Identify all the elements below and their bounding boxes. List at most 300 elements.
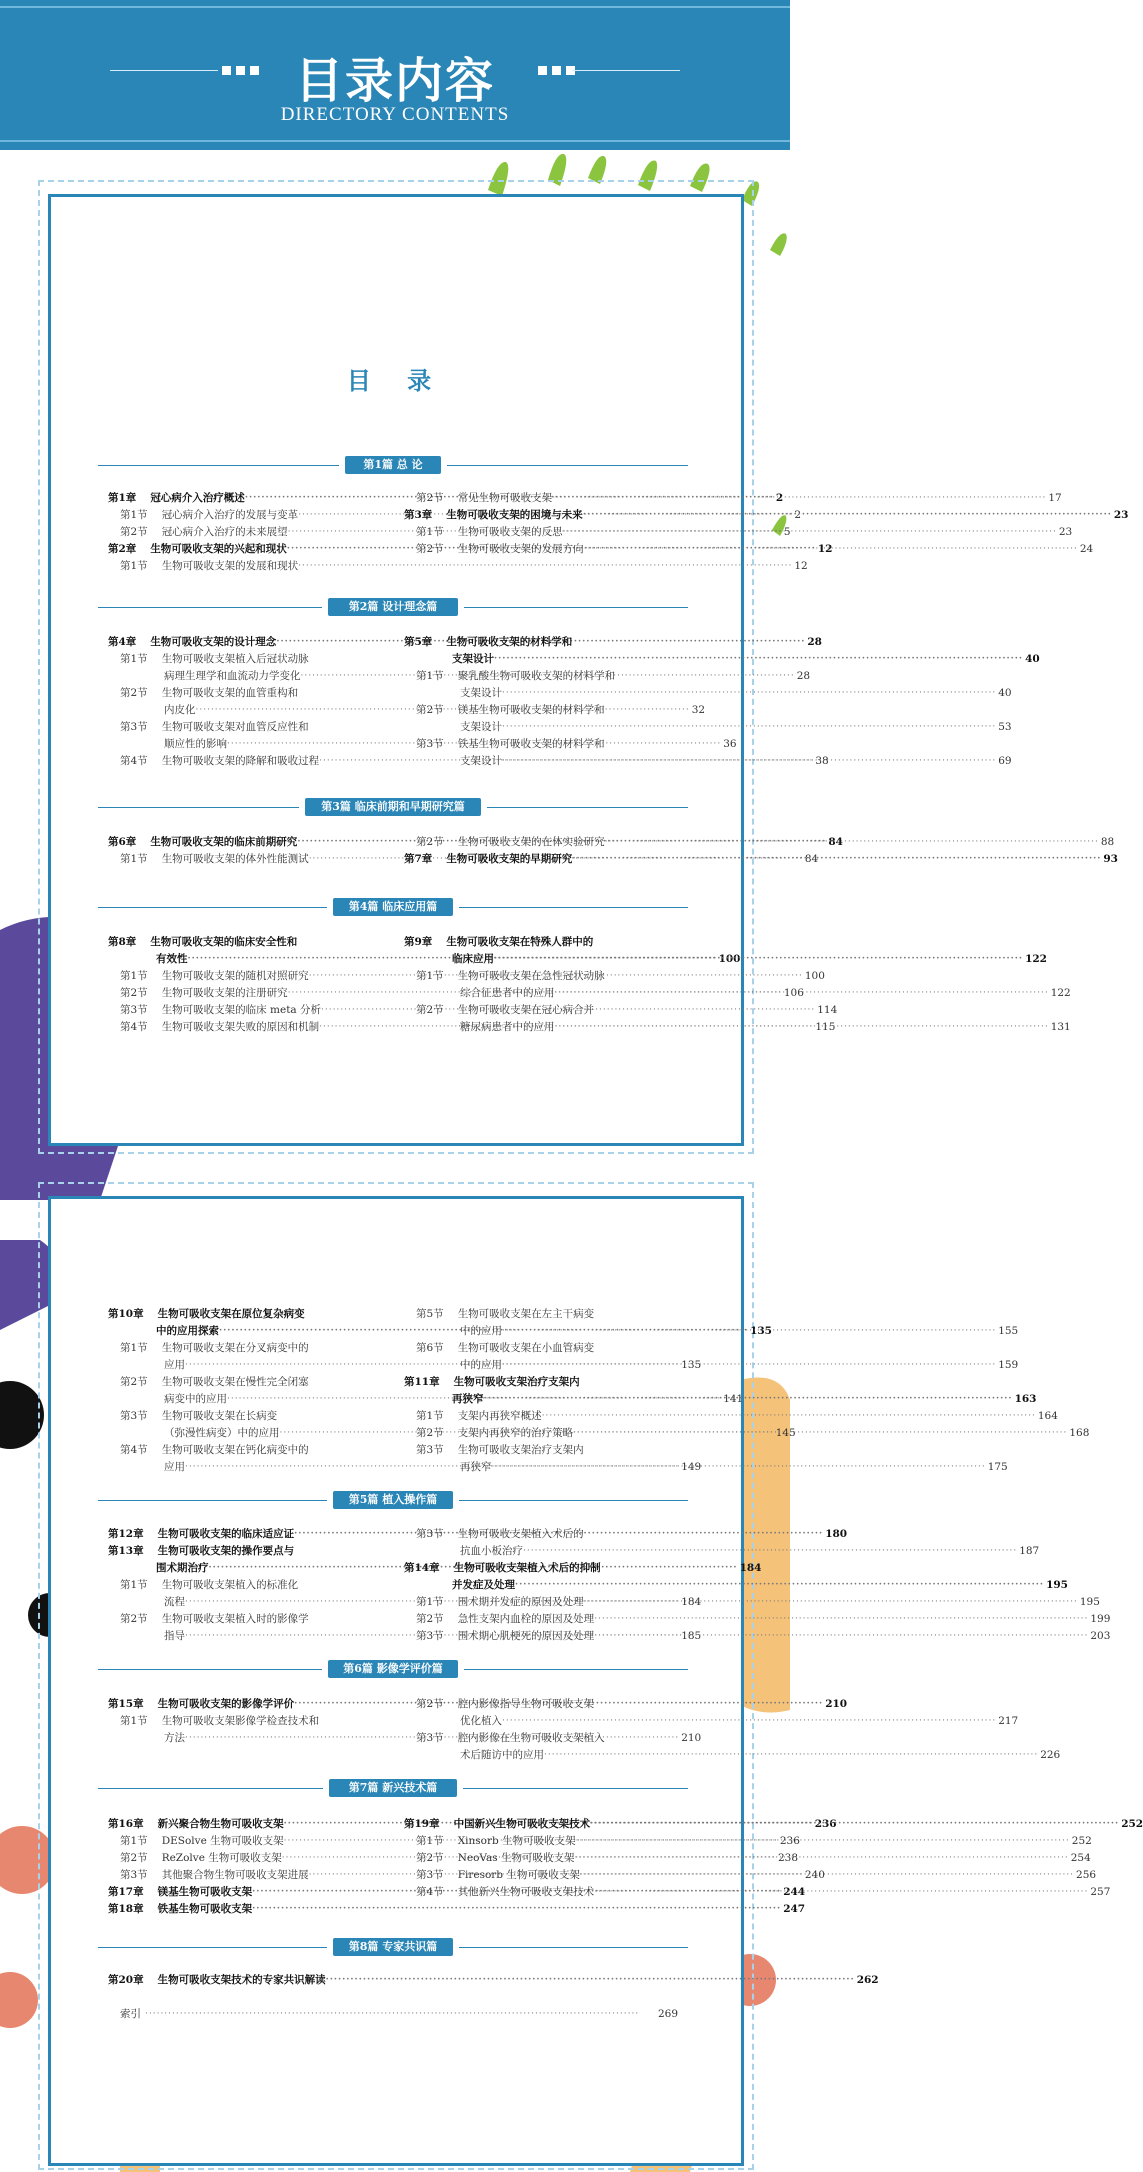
- entry-label: 第4节: [120, 1021, 148, 1033]
- entry-title: 生物可吸收支架的随机对照研究: [161, 970, 309, 982]
- leader-dots: [145, 2006, 656, 2023]
- page-number: 254: [1070, 1852, 1091, 1864]
- entry-label: 第5章: [404, 636, 433, 648]
- page-number: 135: [750, 1325, 772, 1337]
- entry-label: 第2节: [120, 687, 148, 699]
- entry-title: 生物可吸收支架的发展和现状: [161, 560, 299, 572]
- toc-page-2: [48, 1196, 1143, 2166]
- page-number: 84: [804, 853, 819, 865]
- entry-title: 新兴聚合物生物可吸收支架: [157, 1818, 284, 1830]
- leader-dots: [484, 1391, 1013, 1408]
- entry-title: 再狭窄: [452, 1393, 484, 1405]
- entry-label: 第15章: [108, 1698, 144, 1710]
- entry-title: 生物可吸收支架的临床 meta 分析: [161, 1004, 322, 1016]
- entry-title: 生物可吸收支架在长病变: [161, 1410, 278, 1422]
- leader-dots: [575, 1850, 1069, 1867]
- entry-title: 生物可吸收支架的发展方向: [457, 543, 584, 555]
- entry-title: 冠心病介入治疗的发展与变革: [161, 509, 299, 521]
- entry-title: 围术期并发症的原因及处理: [457, 1596, 584, 1608]
- section-entry: [404, 651, 1040, 668]
- page-number: 168: [1069, 1427, 1090, 1439]
- page-number: 17: [1048, 492, 1062, 504]
- entry-title: （弥漫性病变）中的应用: [164, 1427, 280, 1439]
- section-entry: [108, 1408, 358, 1425]
- page-number: 53: [998, 721, 1012, 733]
- page-number: 195: [1046, 1579, 1068, 1591]
- section-entry: [404, 1543, 1040, 1560]
- chapter-entry: [404, 634, 678, 651]
- entry-label: 索引: [120, 2008, 141, 2020]
- leader-dots: [594, 1611, 1088, 1628]
- section-entry: [404, 1730, 678, 1747]
- leader-dots: [542, 1408, 1036, 1425]
- entry-label: 第3节: [120, 1004, 148, 1016]
- entry-title: 支架设计: [452, 653, 494, 665]
- index-entry: [108, 2006, 678, 2023]
- page-number: 269: [657, 2008, 678, 2020]
- entry-label: 第11章: [404, 1376, 440, 1388]
- entry-label: 第18章: [108, 1903, 144, 1915]
- chapter-entry: [108, 1972, 879, 1989]
- page-number: 23: [1058, 526, 1073, 538]
- toc-title: 目 录: [346, 366, 446, 395]
- entry-title: 支架设计: [460, 755, 502, 767]
- entry-title: 流程: [164, 1596, 185, 1608]
- entry-label: 第2节: [416, 704, 444, 716]
- leader-dots: [298, 558, 792, 575]
- entry-label: 第2节: [120, 1852, 148, 1864]
- entry-label: 第2节: [416, 492, 444, 504]
- chapter-entry: [404, 934, 678, 951]
- leader-dots: [502, 1323, 996, 1340]
- entry-label: 第17章: [108, 1886, 144, 1898]
- page-number: 203: [1090, 1630, 1111, 1642]
- page-number: 84: [828, 836, 843, 848]
- entry-label: 第3节: [120, 721, 148, 733]
- entry-label: 第1节: [416, 670, 444, 682]
- entry-label: 第1节: [120, 1342, 148, 1354]
- entry-title: 中的应用: [460, 1359, 502, 1371]
- entry-title: 支架设计: [460, 721, 502, 733]
- page-number: 149: [681, 1461, 702, 1473]
- entry-label: 第2章: [108, 543, 137, 555]
- page-number: 244: [783, 1886, 806, 1898]
- page-number: 236: [814, 1818, 837, 1830]
- part-banner: [98, 1938, 688, 1956]
- entry-label: 第3章: [404, 509, 433, 521]
- entry-title: 支架内再狭窄的治疗策略: [457, 1427, 574, 1439]
- entry-label: 第1节: [416, 970, 444, 982]
- part-label: 第4篇 临床应用篇: [333, 898, 453, 916]
- section-entry: [108, 558, 808, 575]
- entry-label: 第2节: [416, 1427, 444, 1439]
- page-number: 5: [783, 526, 791, 538]
- section-entry: [404, 490, 1062, 507]
- leader-dots: [573, 1425, 1067, 1442]
- entry-title: 生物可吸收支架的操作要点与: [157, 1545, 295, 1557]
- entry-title: 生物可吸收支架的早期研究: [446, 853, 573, 865]
- part-label: 第5篇 植入操作篇: [333, 1491, 453, 1509]
- entry-label: 第1节: [416, 1410, 444, 1422]
- section-entry: [108, 1989, 678, 2006]
- page-number: 106: [783, 987, 804, 999]
- entry-title: 优化植入: [460, 1715, 502, 1727]
- entry-title: 病变中的应用: [164, 1393, 227, 1405]
- banner-rule-left: [98, 1788, 323, 1789]
- entry-label: 第1节: [120, 1835, 148, 1847]
- entry-label: 第3节: [416, 1732, 444, 1744]
- page-number: 100: [718, 953, 741, 965]
- entry-label: 第12章: [108, 1528, 144, 1540]
- entry-title: 生物可吸收支架植入后冠状动脉: [161, 653, 309, 665]
- entry-label: 第3节: [416, 1630, 444, 1642]
- entry-title: 腔内影像在生物可吸收支架植入: [457, 1732, 605, 1744]
- page-number: 247: [783, 1903, 806, 1915]
- entry-title: 生物可吸收支架治疗支架内: [457, 1444, 584, 1456]
- part-label: 第7篇 新兴技术篇: [329, 1779, 457, 1797]
- entry-title: 生物可吸收支架的困境与未来: [446, 509, 583, 521]
- section-entry: [404, 1696, 678, 1713]
- page-number: 195: [1079, 1596, 1100, 1608]
- entry-label: 第7章: [404, 853, 433, 865]
- entry-label: 第13章: [108, 1545, 144, 1557]
- leader-dots: [523, 1543, 1017, 1560]
- entry-title: 其他新兴生物可吸收支架技术: [457, 1886, 595, 1898]
- chapter-entry: [404, 1374, 678, 1391]
- leader-dots: [544, 1747, 1038, 1764]
- leader-dots: [252, 1901, 781, 1918]
- entry-title: 冠心病介入治疗概述: [150, 492, 245, 504]
- leader-dots: [584, 541, 1078, 558]
- part-label: 第8篇 专家共识篇: [333, 1938, 453, 1956]
- page-number: 32: [691, 704, 706, 716]
- leader-dots: [494, 651, 1023, 668]
- page-number: 210: [825, 1698, 848, 1710]
- section-entry: [404, 1002, 678, 1019]
- entry-label: 第1节: [416, 1835, 444, 1847]
- entry-label: 第1节: [120, 853, 148, 865]
- page-number: 2: [794, 509, 802, 521]
- entry-title: 生物可吸收支架在原位复杂病变: [157, 1308, 305, 1320]
- banner-rule-right: [464, 1669, 688, 1670]
- entry-title: 生物可吸收支架失败的原因和机制: [161, 1021, 320, 1033]
- entry-title: 生物可吸收支架在冠心病合并: [457, 1004, 595, 1016]
- section-entry: [108, 1577, 358, 1594]
- part-banner: [98, 598, 688, 616]
- section-entry: [404, 524, 1073, 541]
- part-banner: [98, 1779, 688, 1797]
- section-entry: [404, 968, 678, 985]
- entry-title: 生物可吸收支架的降解和吸收过程: [161, 755, 320, 767]
- leader-dots: [594, 1628, 1088, 1645]
- section-entry: [404, 736, 678, 753]
- page-number: 199: [1090, 1613, 1111, 1625]
- page-number: 180: [825, 1528, 848, 1540]
- page-number: 141: [723, 1393, 744, 1405]
- chapter-entry: [108, 1901, 806, 1918]
- entry-title: NeoVas 生物可吸收支架: [457, 1852, 575, 1864]
- entry-title: 围术期心肌梗死的原因及处理: [457, 1630, 595, 1642]
- entry-label: 第16章: [108, 1818, 144, 1830]
- section-entry: [404, 1747, 1061, 1764]
- banner-rule-left: [98, 1500, 327, 1501]
- entry-label: 第4章: [108, 636, 137, 648]
- entry-title: 生物可吸收支架的兴起和现状: [150, 543, 287, 555]
- page-number: 210: [681, 1732, 702, 1744]
- page-number: 135: [681, 1359, 702, 1371]
- entry-label: 第2节: [416, 543, 444, 555]
- banner-rule-left: [98, 1669, 322, 1670]
- entry-title: 生物可吸收支架的反思: [457, 526, 563, 538]
- toc-full-column: [108, 1972, 879, 2023]
- part-banner: [98, 1491, 688, 1509]
- leader-dots: [492, 1459, 986, 1476]
- page-number: 2: [775, 492, 784, 504]
- entry-label: 第2节: [120, 1613, 148, 1625]
- page-number: 252: [1121, 1818, 1143, 1830]
- entry-title: 生物可吸收支架的设计理念: [150, 636, 277, 648]
- leader-dots: [594, 1884, 1088, 1901]
- banner-rule-left: [98, 807, 299, 808]
- section-entry: [404, 1340, 678, 1357]
- page-number: 185: [681, 1630, 702, 1642]
- leader-dots: [502, 753, 996, 770]
- part-banner: [98, 798, 688, 816]
- section-entry: [404, 1577, 1068, 1594]
- section-entry: [108, 1374, 358, 1391]
- section-entry: [108, 1340, 358, 1357]
- page-number: 69: [998, 755, 1012, 767]
- chapter-entry: [108, 1306, 358, 1323]
- page-number: 88: [1100, 836, 1115, 848]
- chapter-entry: [404, 1560, 678, 1577]
- entry-title: Firesorb 生物可吸收支架: [457, 1869, 580, 1881]
- page-number: 28: [796, 670, 811, 682]
- entry-label: 第6节: [416, 1342, 444, 1354]
- entry-label: 第3节: [416, 1869, 444, 1881]
- entry-label: 第2节: [416, 1698, 444, 1710]
- page-number: 217: [998, 1715, 1019, 1727]
- entry-label: 第2节: [120, 987, 148, 999]
- section-entry: [404, 1526, 678, 1543]
- part-label: 第3篇 临床前期和早期研究篇: [305, 798, 481, 816]
- page-number: 28: [807, 636, 822, 648]
- entry-label: 第8章: [108, 936, 137, 948]
- section-entry: [404, 1713, 1019, 1730]
- entry-label: 第3节: [120, 1410, 148, 1422]
- entry-title: 抗血小板治疗: [460, 1545, 523, 1557]
- entry-label: 第1节: [120, 653, 148, 665]
- leader-dots: [572, 851, 1101, 868]
- entry-title: 生物可吸收支架的临床适应证: [157, 1528, 295, 1540]
- page-number: 114: [817, 1004, 838, 1016]
- entry-label: 第20章: [108, 1974, 144, 1986]
- banner-rule-right: [459, 1500, 688, 1501]
- entry-title: 生物可吸收支架在特殊人群中的: [446, 936, 594, 948]
- leader-dots: [502, 1357, 996, 1374]
- leader-dots: [326, 1972, 855, 1989]
- section-entry: [108, 651, 358, 668]
- entry-label: 第3节: [416, 738, 444, 750]
- entry-title: 支架内再狭窄概述: [457, 1410, 542, 1422]
- chapter-entry: [404, 507, 1129, 524]
- leader-dots: [502, 685, 996, 702]
- section-entry: [108, 685, 358, 702]
- page-number: 12: [817, 543, 833, 555]
- entry-title: DESolve 生物可吸收支架: [161, 1835, 284, 1847]
- entry-title: 生物可吸收支架技术的专家共识解读: [157, 1974, 326, 1986]
- entry-title: 铁基生物可吸收支架的材料学和: [457, 738, 605, 750]
- page-number: 184: [739, 1562, 762, 1574]
- section-entry: [108, 1323, 772, 1340]
- page-number: 159: [998, 1359, 1019, 1371]
- entry-label: 第2节: [416, 1852, 444, 1864]
- page-number: 38: [815, 755, 829, 767]
- page-number: 93: [1103, 853, 1118, 865]
- page-number: 145: [775, 1427, 796, 1439]
- chapter-entry: [108, 934, 358, 951]
- entry-title: 生物可吸收支架的体外性能测试: [161, 853, 309, 865]
- leader-dots: [605, 834, 1099, 851]
- banner-rule-left: [98, 907, 327, 908]
- page-number: 175: [987, 1461, 1008, 1473]
- page-number: 115: [815, 1021, 836, 1033]
- entry-title: 生物可吸收支架治疗支架内: [453, 1376, 580, 1388]
- entry-title: 并发症及处理: [452, 1579, 515, 1591]
- entry-label: 第2节: [120, 526, 148, 538]
- entry-title: 围术期治疗: [156, 1562, 209, 1574]
- page-number: 226: [1040, 1749, 1061, 1761]
- entry-label: 第4节: [120, 755, 148, 767]
- entry-title: 生物可吸收支架植入的标准化: [161, 1579, 299, 1591]
- entry-title: ReZolve 生物可吸收支架: [161, 1852, 282, 1864]
- entry-title: 生物可吸收支架的材料学和: [446, 636, 573, 648]
- part-banner: [98, 898, 688, 916]
- leader-dots: [552, 490, 1046, 507]
- entry-title: 生物可吸收支架的临床前期研究: [150, 836, 298, 848]
- entry-title: 铁基生物可吸收支架: [157, 1903, 253, 1915]
- entry-label: 第1节: [120, 1715, 148, 1727]
- leader-dots: [494, 951, 1023, 968]
- entry-title: 顺应性的影响: [164, 738, 227, 750]
- chapter-entry: [108, 1543, 358, 1560]
- page-number: 36: [723, 738, 737, 750]
- leader-dots: [590, 1816, 1119, 1833]
- entry-title: 生物可吸收支架的血管重构和: [161, 687, 299, 699]
- entry-label: 第1节: [120, 509, 148, 521]
- page-number: 164: [1037, 1410, 1058, 1422]
- section-entry: [404, 1306, 678, 1323]
- part-banner: [98, 456, 688, 474]
- entry-title: 支架设计: [460, 687, 502, 699]
- entry-label: 第1节: [416, 526, 444, 538]
- page-number: 122: [1050, 987, 1071, 999]
- entry-label: 第2节: [120, 1376, 148, 1388]
- page-number: 236: [779, 1835, 800, 1847]
- banner-rule-left: [98, 607, 322, 608]
- page-number: 12: [794, 560, 808, 572]
- section-entry: [404, 1611, 1111, 1628]
- entry-title: 内皮化: [164, 704, 196, 716]
- section-entry: [404, 719, 1012, 736]
- header-subtitle: DIRECTORY CONTENTS: [280, 104, 510, 125]
- entry-title: 应用: [164, 1461, 185, 1473]
- entry-title: 术后随访中的应用: [460, 1749, 544, 1761]
- entry-title: 应用: [164, 1359, 185, 1371]
- entry-title: 生物可吸收支架对血管反应性和: [161, 721, 309, 733]
- entry-title: 生物可吸收支架在分叉病变中的: [161, 1342, 309, 1354]
- entry-title: 生物可吸收支架的注册研究: [161, 987, 288, 999]
- entry-label: 第3节: [416, 1528, 444, 1540]
- section-entry: [404, 1408, 1058, 1425]
- page-number: 257: [1090, 1886, 1111, 1898]
- entry-label: 第1节: [416, 1596, 444, 1608]
- banner-rule-right: [459, 907, 688, 908]
- entry-label: 第2节: [416, 1004, 444, 1016]
- entry-label: 第1节: [120, 970, 148, 982]
- banner-rule-right: [447, 465, 688, 466]
- page-number: 122: [1025, 953, 1047, 965]
- entry-title: 指导: [164, 1630, 185, 1642]
- banner-rule-right: [487, 807, 688, 808]
- entry-title: 常见生物可吸收支架: [457, 492, 553, 504]
- entry-label: 第1节: [120, 1579, 148, 1591]
- entry-label: 第10章: [108, 1308, 144, 1320]
- entry-title: 腔内影像指导生物可吸收支架: [457, 1698, 595, 1710]
- entry-title: 生物可吸收支架在钙化病变中的: [161, 1444, 309, 1456]
- entry-label: 第3节: [416, 1444, 444, 1456]
- part-label: 第1篇 总 论: [345, 456, 441, 474]
- entry-label: 第9章: [404, 936, 433, 948]
- page-number: 40: [998, 687, 1012, 699]
- entry-label: 第4节: [416, 1886, 444, 1898]
- page-number: 187: [1019, 1545, 1040, 1557]
- entry-title: 生物可吸收支架植入术后的: [457, 1528, 584, 1540]
- entry-title: 聚乳酸生物可吸收支架的材料学和: [457, 670, 616, 682]
- page-number: 163: [1014, 1393, 1037, 1405]
- toc-page-1: [48, 194, 1129, 1146]
- entry-title: 临床应用: [452, 953, 494, 965]
- entry-title: 综合征患者中的应用: [460, 987, 555, 999]
- entry-title: 生物可吸收支架的临床安全性和: [150, 936, 298, 948]
- page-number: 100: [804, 970, 825, 982]
- entry-label: 第3节: [120, 1869, 148, 1881]
- entry-label: 第1章: [108, 492, 137, 504]
- entry-title: 其他聚合物生物可吸收支架进展: [161, 1869, 309, 1881]
- part-label: 第6篇 影像学评价篇: [328, 1660, 458, 1678]
- entry-title: 镁基生物可吸收支架: [157, 1886, 253, 1898]
- page-number: 262: [856, 1974, 879, 1986]
- leader-dots: [502, 719, 996, 736]
- page-number: 155: [998, 1325, 1019, 1337]
- entry-title: 有效性: [156, 953, 188, 965]
- entry-title: 病理生理学和血流动力学变化: [164, 670, 301, 682]
- entry-label: 第4节: [120, 1444, 148, 1456]
- entry-title: 生物可吸收支架影像学检查技术和: [161, 1715, 320, 1727]
- banner-rule-right: [463, 1788, 688, 1789]
- entry-label: 第2节: [416, 836, 444, 848]
- banner-rule-right: [459, 1947, 688, 1948]
- page-number: 24: [1079, 543, 1094, 555]
- section-entry: [108, 1442, 358, 1459]
- leader-dots: [580, 1867, 1074, 1884]
- entry-title: 生物可吸收支架的影像学评价: [157, 1698, 295, 1710]
- entry-title: 方法: [164, 1732, 185, 1744]
- entry-title: 糖尿病患者中的应用: [460, 1021, 555, 1033]
- entry-title: 生物可吸收支架植入术后的抑制: [453, 1562, 601, 1574]
- entry-title: 冠心病介入治疗的未来展望: [161, 526, 288, 538]
- part-label: 第2篇 设计理念篇: [328, 598, 458, 616]
